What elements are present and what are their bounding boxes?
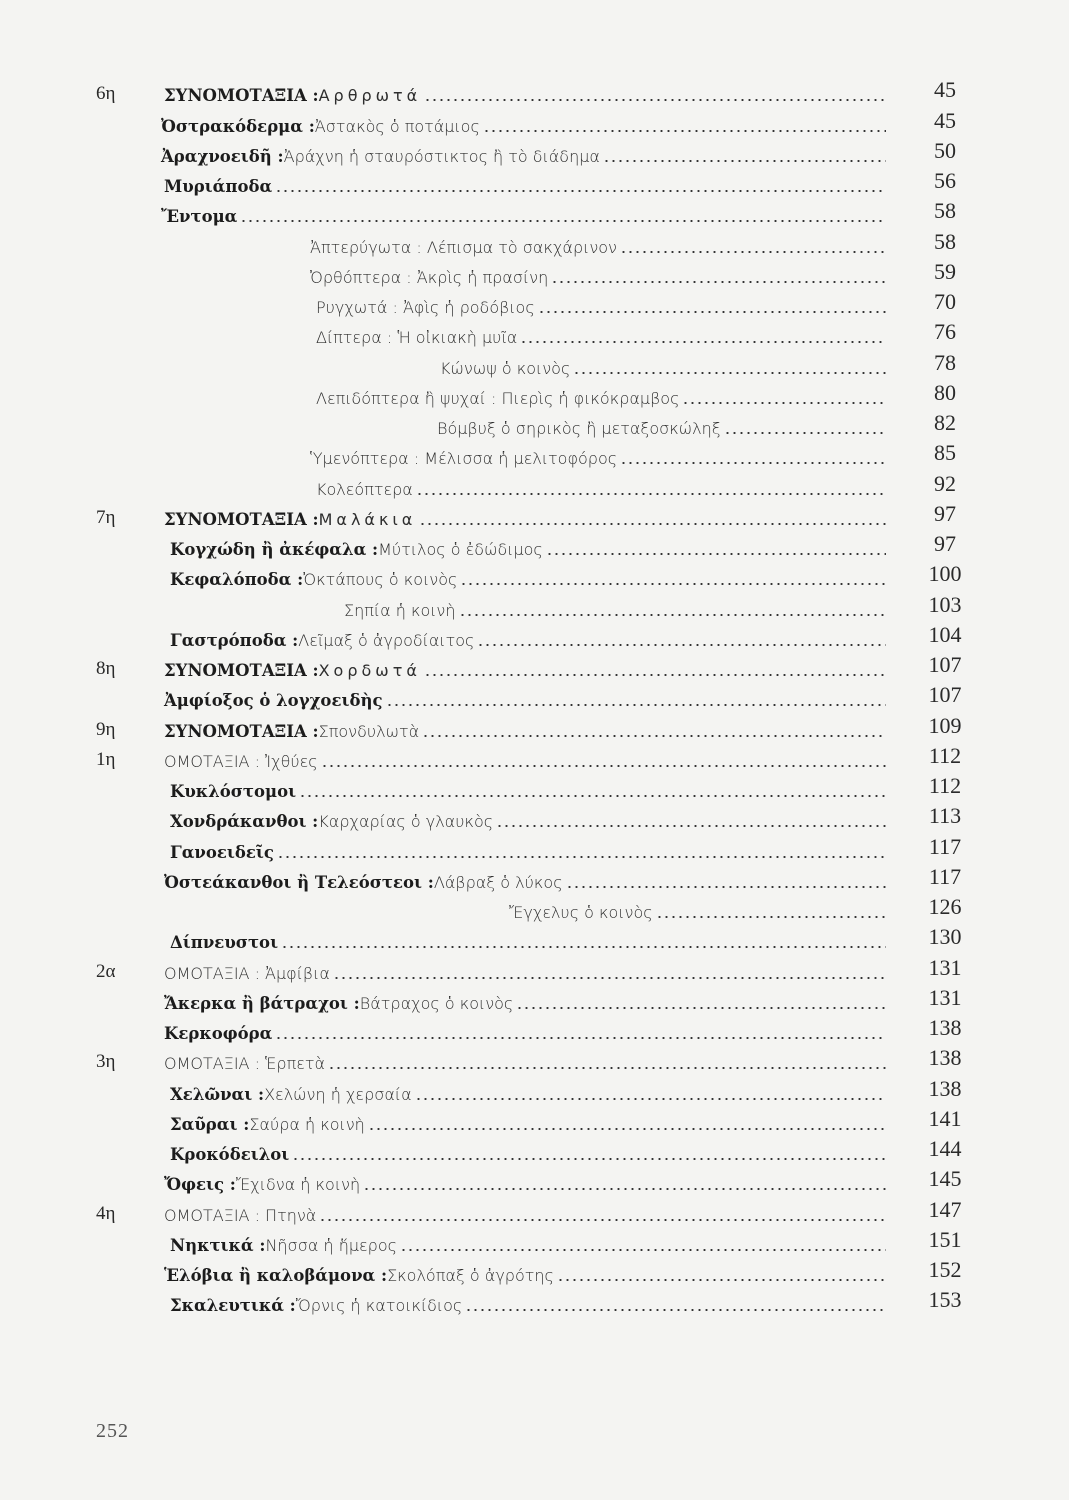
toc-row	[0, 742, 1069, 775]
page-ref: 103	[928, 591, 962, 617]
entry-text: Χορδωτά	[318, 661, 421, 680]
page-ref: 97	[934, 531, 956, 556]
entry-heading: Νηκτικά :	[170, 1235, 266, 1255]
toc-entry	[164, 86, 886, 105]
dot-leader	[386, 704, 886, 706]
dot-leader	[363, 1188, 886, 1190]
entry-text: Λεπιδόπτερα ἢ ψυχαί : Πιερὶς ἡ φικόκραμβος	[316, 388, 680, 408]
page-ref: 45	[934, 77, 956, 103]
dot-leader	[400, 1249, 886, 1251]
entry-text: Νῆσσα ἡ ἥμερος	[265, 1235, 397, 1255]
toc-row	[0, 835, 1069, 865]
page-ref: 45	[934, 107, 956, 133]
toc-row	[0, 1047, 1069, 1077]
toc-entry	[170, 1236, 886, 1255]
toc-entry	[164, 873, 886, 892]
page-ref: 104	[928, 621, 962, 647]
toc-row	[0, 714, 1069, 744]
dot-leader	[682, 402, 886, 404]
dot-leader	[321, 765, 886, 767]
toc-row	[0, 258, 1069, 291]
dot-leader	[620, 251, 886, 253]
toc-entry	[170, 1115, 886, 1134]
dot-leader	[319, 1219, 886, 1221]
section-number: 7η	[96, 506, 116, 528]
entry-text: ΟΜΟΤΑΞΙΑ : Ἀμφίβια	[164, 963, 330, 983]
entry-heading: Κογχώδη ἢ ἀκέφαλα :	[170, 540, 379, 559]
dot-leader	[496, 825, 886, 827]
page-ref: 117	[928, 863, 962, 889]
entry-heading: Κεφαλόποδα :	[170, 570, 304, 590]
dot-leader	[424, 674, 886, 676]
entry-heading: Γανοειδεῖς	[170, 842, 274, 862]
dot-leader	[281, 946, 886, 948]
dot-leader	[566, 886, 886, 888]
toc-row	[0, 775, 1069, 805]
page-ref: 151	[928, 1226, 962, 1252]
entry-text: Κολεόπτερα	[316, 479, 413, 499]
toc-entry	[310, 238, 886, 257]
toc-row	[0, 863, 1069, 896]
entry-text: Ὀρθόπτερα : Ἀκρὶς ἡ πρασίνη	[310, 267, 549, 287]
page-ref: 112	[928, 773, 962, 798]
page-ref: 138	[928, 1045, 962, 1071]
section-number: 2α	[96, 960, 116, 982]
toc-entry	[316, 389, 886, 408]
toc-row	[0, 533, 1069, 563]
dot-leader	[415, 1098, 886, 1100]
entry-heading: Ὀστρακόδερμα :	[161, 116, 315, 136]
toc-row	[0, 442, 1069, 472]
page-ref: 59	[934, 258, 956, 284]
entry-heading: ΣΥΝΟΜΟΤΑΞΙΑ :	[164, 509, 319, 529]
toc-row	[0, 351, 1069, 381]
dot-leader	[516, 1007, 886, 1009]
page-ref: 113	[928, 803, 962, 829]
page-ref: 112	[928, 742, 962, 768]
toc-entry	[170, 933, 886, 952]
entry-heading: Κυκλόστομοι	[170, 782, 297, 801]
page-ref: 144	[928, 1136, 962, 1161]
toc-entry	[164, 177, 886, 196]
toc-row	[0, 472, 1069, 502]
dot-leader	[277, 856, 886, 858]
entry-heading: ΣΥΝΟΜΟΤΑΞΙΑ :	[164, 721, 319, 741]
page-ref: 107	[928, 682, 962, 708]
dot-leader	[573, 372, 886, 374]
entry-text: Κώνωψ ὁ κοινὸς	[440, 358, 571, 378]
entry-heading: Κερκοφόρα	[164, 1024, 273, 1043]
entry-heading: Ἀραχνοειδῆ :	[161, 146, 284, 166]
dot-leader	[551, 281, 886, 283]
toc-row	[0, 1168, 1069, 1198]
entry-text: Ἀστακὸς ὁ ποτάμιος	[314, 116, 480, 136]
entry-text: Χελώνη ἡ χερσαία	[264, 1084, 412, 1104]
toc-entry	[316, 480, 886, 499]
entry-text: Αρθρωτά	[318, 86, 422, 106]
dot-leader	[620, 462, 886, 464]
dot-leader	[459, 614, 887, 616]
entry-text: ΟΜΟΤΑΞΙΑ : Πτηνὰ	[164, 1205, 317, 1225]
section-number: 9η	[96, 718, 116, 740]
toc-row	[0, 1138, 1069, 1168]
section-number: 8η	[96, 658, 116, 679]
toc-entry	[170, 782, 886, 801]
toc-row	[0, 805, 1069, 835]
page-ref: 78	[934, 349, 956, 375]
page-ref: 58	[934, 228, 956, 254]
toc-row	[0, 200, 1069, 230]
toc-entry	[164, 722, 886, 741]
page-ref: 50	[934, 137, 956, 163]
toc-entry	[164, 1266, 886, 1285]
entry-heading: Ὄφεις :	[164, 1175, 236, 1195]
section-number: 3η	[96, 1051, 116, 1073]
page-ref: 97	[934, 500, 956, 526]
page-ref: 141	[928, 1105, 962, 1131]
entry-heading: Ὀστεάκανθοι ἢ Τελεόστεοι :	[164, 872, 434, 892]
page-ref: 130	[928, 924, 962, 950]
entry-heading: Χελῶναι :	[170, 1084, 265, 1104]
entry-text: Σηπία ἡ κοινὴ	[344, 600, 456, 620]
toc-entry	[164, 1054, 886, 1073]
toc-entry	[164, 661, 886, 680]
entry-heading: ΣΥΝΟΜΟΤΑΞΙΑ :	[164, 86, 319, 106]
entry-text: Δίπτερα : Ἡ οἰκιακὴ μυῖα	[316, 328, 518, 348]
toc-entry	[170, 570, 886, 589]
toc-entry	[316, 328, 886, 347]
toc-row	[0, 321, 1069, 351]
toc-row	[0, 1259, 1069, 1289]
entry-heading: Ἄκερκα ἢ βάτραχοι :	[164, 993, 360, 1013]
toc-entry	[164, 691, 886, 710]
page-ref: 92	[934, 470, 956, 496]
entry-text: Σκολόπαξ ὁ ἀγρότης	[387, 1266, 554, 1285]
toc-entry	[170, 1296, 886, 1315]
dot-leader	[538, 311, 886, 313]
toc-row	[0, 379, 1069, 412]
entry-heading: ΣΥΝΟΜΟΤΑΞΙΑ :	[164, 661, 319, 680]
dot-leader	[656, 916, 886, 918]
entry-heading: Γαστρόποδα :	[170, 630, 299, 650]
entry-heading: Ἀμφίοξος ὁ λογχοειδὴς	[164, 691, 383, 711]
toc-row	[0, 1198, 1069, 1228]
dot-leader	[477, 644, 886, 646]
toc-row	[0, 654, 1069, 684]
entry-text: Μύτιλος ὁ ἐδώδιμος	[378, 540, 543, 559]
page-ref: 80	[934, 379, 956, 405]
toc-entry	[164, 994, 886, 1013]
toc-row	[0, 926, 1069, 956]
page-ref: 138	[928, 1075, 962, 1101]
page-ref: 76	[934, 319, 956, 345]
page-ref: 58	[934, 198, 956, 224]
toc-row	[0, 1289, 1069, 1319]
page-ref: 131	[928, 954, 962, 980]
entry-text: Ἔγχελυς ὁ κοινὸς	[509, 903, 653, 922]
entry-text: Βάτραχος ὁ κοινὸς	[359, 993, 514, 1013]
toc-entry	[440, 359, 886, 378]
entry-text: Ἔχιδνα ἡ κοινὴ	[235, 1175, 361, 1195]
dot-leader	[557, 1279, 886, 1281]
entry-text: Μαλάκια	[318, 509, 417, 529]
toc-entry	[170, 812, 886, 831]
page-ref: 138	[928, 1015, 962, 1040]
toc-row	[0, 984, 1069, 1017]
dot-leader	[275, 1037, 886, 1039]
entry-heading: Κροκόδειλοι	[170, 1145, 290, 1164]
entry-text: Λεῖμαξ ὁ ἀγροδίαιτος	[298, 630, 475, 650]
page-ref: 131	[928, 984, 962, 1010]
toc-row	[0, 500, 1069, 533]
page-ref: 70	[934, 289, 956, 314]
toc-row	[0, 621, 1069, 654]
section-number: 1η	[96, 748, 116, 770]
dot-leader	[275, 190, 886, 192]
dot-leader	[724, 432, 886, 434]
toc-row	[0, 291, 1069, 321]
toc-row	[0, 79, 1069, 109]
toc-row	[0, 109, 1069, 139]
entry-text: Ὄρνις ἡ κατοικίδιος	[295, 1296, 463, 1316]
toc-entry	[170, 843, 886, 862]
toc-entry	[170, 1145, 886, 1164]
page-ref: 153	[928, 1287, 962, 1313]
toc-entry	[437, 419, 886, 438]
dot-leader	[603, 160, 886, 162]
page-ref: 82	[934, 410, 956, 435]
dot-leader	[546, 553, 886, 555]
page-ref: 147	[928, 1196, 962, 1222]
entry-heading: Μυριάποδα	[164, 177, 273, 196]
toc-entry	[164, 1175, 886, 1194]
toc-row	[0, 412, 1069, 442]
page-number: 252	[96, 1420, 129, 1442]
entry-text: Λάβραξ ὁ λύκος	[433, 872, 563, 892]
toc-entry	[170, 540, 886, 559]
entry-text: Καρχαρίας ὁ γλαυκὸς	[318, 812, 494, 832]
entry-text: Βόμβυξ ὁ σηρικὸς ἢ μεταξοσκώληξ	[437, 419, 721, 438]
dot-leader	[292, 1158, 886, 1160]
toc-row	[0, 593, 1069, 623]
entry-text: Ἀράχνη ἡ σταυρόστικτος ἢ τὸ διάδημα	[283, 146, 600, 166]
page-ref: 100	[928, 561, 962, 587]
entry-heading: Ἑλόβια ἢ καλοβάμονα :	[164, 1266, 388, 1285]
toc-entry	[161, 117, 886, 136]
toc-entry	[164, 964, 886, 983]
toc-entry	[310, 449, 886, 468]
entry-heading: Σκαλευτικά :	[170, 1296, 296, 1316]
toc-entry	[170, 631, 886, 650]
entry-heading: Ἔντομα	[161, 207, 238, 227]
toc-entry	[164, 1024, 886, 1043]
entry-text: Ὑμενόπτερα : Μέλισσα ἡ μελιτοφόρος	[310, 449, 618, 469]
page-ref: 145	[928, 1166, 962, 1192]
entry-heading: Σαῦραι :	[170, 1114, 250, 1134]
toc-row	[0, 170, 1069, 200]
toc-row	[0, 230, 1069, 260]
page-ref: 152	[928, 1257, 962, 1282]
toc-row	[0, 956, 1069, 986]
toc-entry	[316, 298, 886, 317]
toc-row	[0, 684, 1069, 714]
toc-entry	[164, 752, 886, 771]
dot-leader	[419, 523, 886, 525]
dot-leader	[416, 493, 886, 495]
toc-entry	[161, 207, 886, 226]
toc-row	[0, 137, 1069, 170]
dot-leader	[299, 795, 886, 797]
entry-text: Ἀπτερύγωτα : Λέπισμα τὸ σακχάρινον	[310, 237, 617, 257]
entry-text: Σαύρα ἡ κοινὴ	[249, 1114, 365, 1134]
toc-entry	[344, 601, 886, 620]
dot-leader	[368, 1128, 886, 1130]
dot-leader	[424, 99, 886, 101]
section-number: 4η	[96, 1202, 116, 1224]
table-of-contents	[0, 79, 1069, 1319]
toc-row	[0, 896, 1069, 926]
page-ref: 85	[934, 440, 956, 466]
section-number: 6η	[96, 83, 116, 105]
dot-leader	[483, 130, 886, 132]
entry-text: ΟΜΟΤΑΞΙΑ : Ἑρπετὰ	[164, 1054, 326, 1074]
entry-heading: Δίπνευστοι	[170, 933, 279, 953]
page-ref: 107	[928, 652, 962, 677]
toc-row	[0, 1017, 1069, 1047]
toc-entry	[509, 903, 886, 922]
toc-entry	[170, 1085, 886, 1104]
toc-entry	[161, 147, 886, 166]
page-ref: 126	[928, 894, 962, 919]
dot-leader	[328, 1067, 886, 1069]
toc-row	[0, 1226, 1069, 1259]
toc-row	[0, 1105, 1069, 1138]
dot-leader	[520, 341, 886, 343]
toc-entry	[164, 1206, 886, 1225]
entry-text: ΟΜΟΤΑΞΙΑ : Ἰχθύες	[164, 751, 318, 771]
entry-text: Ρυγχωτά : Ἀφὶς ἡ ροδόβιος	[316, 298, 535, 317]
entry-heading: Χονδράκανθοι :	[170, 812, 319, 832]
dot-leader	[460, 583, 886, 585]
dot-leader	[465, 1309, 886, 1311]
page-ref: 117	[928, 833, 962, 859]
page-ref: 56	[934, 168, 956, 193]
toc-row	[0, 1077, 1069, 1107]
entry-text: Ὀκτάπους ὁ κοινὸς	[303, 570, 458, 590]
dot-leader	[333, 977, 886, 979]
dot-leader	[240, 220, 886, 222]
toc-entry	[164, 510, 886, 529]
page-ref: 109	[928, 712, 962, 738]
entry-text: Σπονδυλωτὰ	[318, 721, 420, 741]
dot-leader	[422, 735, 886, 737]
toc-entry	[310, 268, 886, 287]
toc-row	[0, 563, 1069, 593]
